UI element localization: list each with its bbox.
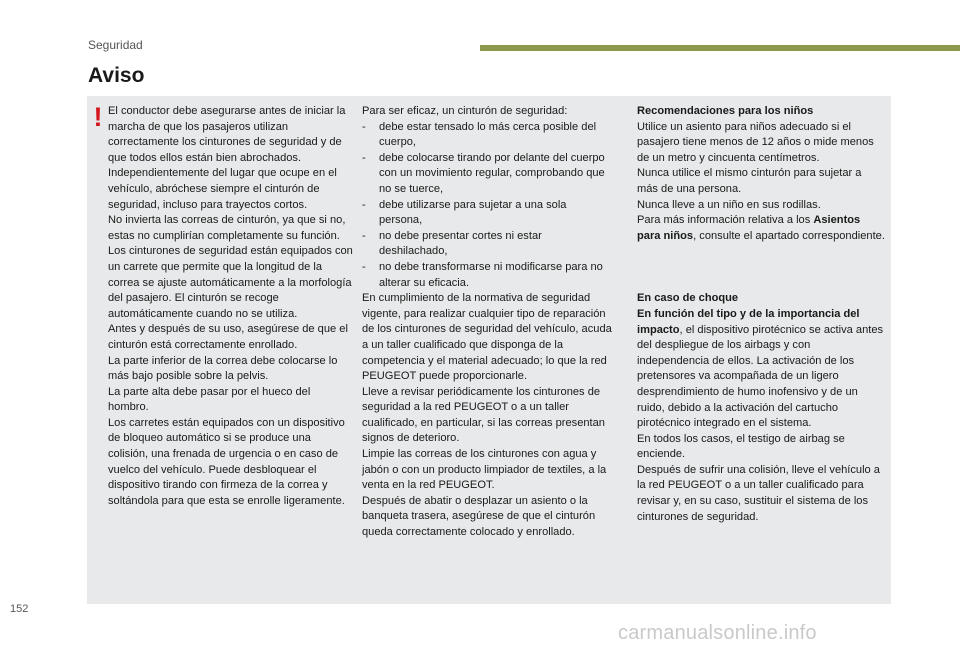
children-paragraph: Nunca utilice el mismo cinturón para sujetar a más de una persona.: [637, 167, 862, 195]
children-text: , consulte el apartado correspondiente.: [693, 229, 885, 242]
list-item: [362, 151, 612, 198]
col2-paragraph: Limpie las correas de los cinturones con agua y jabón o con un producto limpiador de textiles, a la venta en la red PEUGEOT.: [362, 448, 607, 492]
children-paragraph: Utilice un asiento para niños adecuado si el pasajero tiene menos de 12 años o mide menos de un metro y cincuenta centímetros.: [637, 120, 874, 164]
col2-paragraph: Después de abatir o desplazar un asiento o la banqueta trasera, asegúrese de que el cinturón queda correctamente colocado y enrollado.: [362, 494, 596, 539]
list-item-text: debe utilizarse para sujetar a una sola persona,: [379, 198, 567, 227]
crash-paragraph: En todos los casos, el testigo de airbag se enciende.: [637, 432, 845, 461]
dash-marker: -: [362, 260, 366, 273]
spacer: [637, 244, 885, 291]
crash-text: , el dispositivo pirotécnico se activa antes del despliegue de los airbags y con independencia de ellos. La activación de los pretensores va acompañada de un ligero desprendimiento de humo inofensivo y de un ruido, debido a la activación del cartucho pirotécnico integrado en el sistema.: [637, 323, 884, 430]
list-item-text: debe estar tensado lo más cerca posible del cuerpo,: [379, 120, 597, 149]
crash-heading: En caso de choque: [637, 292, 739, 305]
crash-paragraph: Después de sufrir una colisión, lleve el vehículo a la red PEUGEOT o a un taller cualificado para revisar y, en su caso, sustituir el sistema de los cinturones de seguridad.: [637, 463, 880, 523]
col1-paragraph: La parte inferior de la correa debe colocarse lo más bajo posible sobre la pelvis.: [108, 354, 338, 383]
page-number: 152: [10, 603, 29, 615]
col1-paragraph: Los cinturones de seguridad están equipados con un carrete que permite que la longitud de la correa se ajuste automáticamente a la morfología del pasajero. El cinturón se recoge automáticamente cuando no se utiliza.: [108, 245, 353, 320]
children-heading: Recomendaciones para los niños: [637, 105, 814, 117]
header-accent-bar: [480, 45, 960, 51]
col1-paragraph: Independientemente del lugar que ocupe en el vehículo, abróchese siempre el cinturón de seguridad, incluso para trayectos cortos.: [108, 167, 337, 211]
column-1: [108, 104, 354, 509]
watermark: carmanualsonline.info: [618, 622, 817, 644]
warning-exclamation-icon: !: [93, 102, 103, 132]
col2-intro: Para ser eficaz, un cinturón de seguridad:: [362, 105, 568, 117]
section-label: Seguridad: [88, 38, 143, 52]
col1-paragraph: Los carretes están equipados con un dispositivo de bloqueo automático si se produce una colisión, una frenada de urgencia o en caso de vuelco del vehículo. Puede desbloquear el dispositivo tirando con firmeza de la correa y soltándola para que esta se enrolle ligeramente.: [108, 416, 345, 507]
list-item: [362, 260, 612, 291]
children-paragraph: Nunca lleve a un niño en sus rodillas.: [637, 198, 821, 211]
crash-bold-text: En función del tipo y de la importancia del impacto: [637, 307, 860, 336]
col2-paragraph: En cumplimiento de la normativa de seguridad vigente, para realizar cualquier tipo de reparación de los cinturones de seguridad del vehículo, acuda a un taller cualificado que disponga de la competencia y el material adecuado; lo que la red PEUGEOT puede proporcionarle.: [362, 292, 612, 383]
list-item: [362, 229, 612, 260]
list-item: [362, 198, 612, 229]
children-paragraph: [637, 213, 885, 244]
col2-paragraph: Lleve a revisar periódicamente los cinturones de seguridad a la red PEUGEOT o a un taller cualificado, en particular, si las correas presentan signos de deterioro.: [362, 385, 605, 445]
list-item-text: no debe transformarse ni modificarse para no alterar su eficacia.: [379, 260, 603, 289]
dash-marker: -: [362, 120, 366, 133]
col1-paragraph: El conductor debe asegurarse antes de iniciar la marcha de que los pasajeros utilizan correctamente los cinturones de seguridad y de que todos ellos están bien abrochados.: [108, 105, 346, 164]
column-3: [637, 104, 885, 525]
child-seats-reference: Asientos para niños: [637, 214, 861, 242]
list-item: [362, 120, 612, 151]
children-text: Para más información relativa a los: [637, 214, 811, 227]
col1-paragraph: La parte alta debe pasar por el hueco del hombro.: [108, 385, 311, 414]
col1-paragraph: No invierta las correas de cinturón, ya que si no, estas no cumplirían completamente su función.: [108, 214, 346, 242]
dash-marker: -: [362, 229, 366, 242]
list-item-text: debe colocarse tirando por delante del cuerpo con un movimiento regular, comprobando que no se tuerce,: [379, 151, 605, 195]
col1-paragraph: Antes y después de su uso, asegúrese de que el cinturón está correctamente enrollado.: [108, 323, 348, 351]
list-item-text: no debe presentar cortes ni estar deshilachado,: [379, 229, 542, 258]
crash-paragraph: [637, 307, 885, 432]
column-2: [362, 104, 612, 541]
page-title: Aviso: [88, 64, 145, 87]
dash-marker: -: [362, 198, 366, 211]
dash-marker: -: [362, 151, 366, 164]
